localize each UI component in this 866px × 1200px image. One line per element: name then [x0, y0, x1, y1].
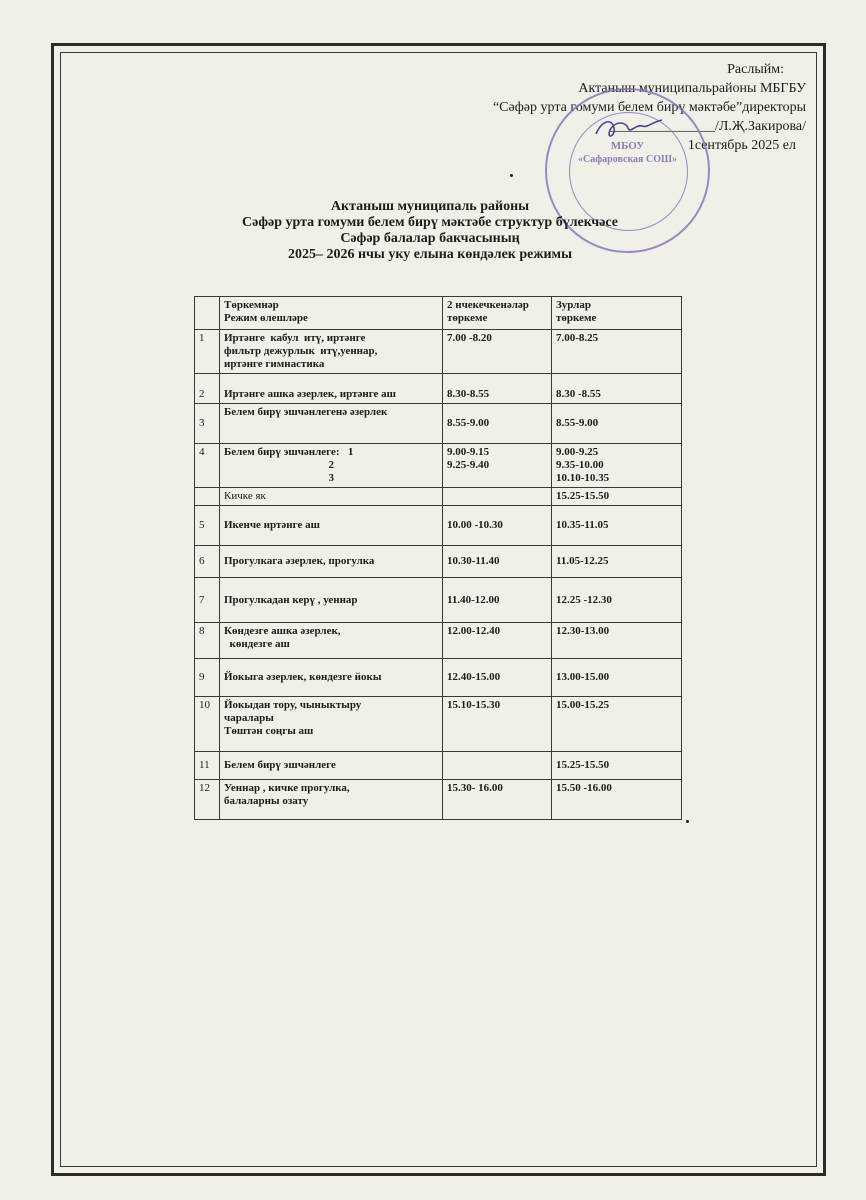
- table-header-row: [195, 297, 682, 330]
- table-row: [195, 623, 682, 659]
- row-num: 8: [195, 623, 220, 659]
- table-row: [195, 780, 682, 820]
- row-num: 4: [195, 444, 220, 488]
- row-group3-time: 10.35-11.05: [552, 506, 682, 546]
- title-schedule: 2025– 2026 нчы уку елына көндәлек режимы: [287, 247, 573, 262]
- table-row: [195, 506, 682, 546]
- table-row: [195, 659, 682, 697]
- row-activity: Уеннар , кичке прогулка, балаларны озату: [220, 780, 443, 820]
- table-row: [195, 578, 682, 623]
- table-row: [195, 752, 682, 780]
- header-group3: Зурлар төркеме: [552, 297, 682, 330]
- row-group2-time: 12.40-15.00: [443, 659, 552, 697]
- approval-director-title: “Сәфәр урта гомуми белем бирү мәктәбе”директоры: [492, 100, 806, 115]
- row-group2-time: 8.55-9.00: [443, 404, 552, 444]
- row-activity: Белем бирү эшчәнлегенә әзерлек: [220, 404, 443, 444]
- table-row: [195, 444, 682, 488]
- approval-heading: Раслыйм:: [727, 62, 784, 77]
- row-activity: Белем бирү эшчәнлеге: 1 2 3: [220, 444, 443, 488]
- row-activity: Иртәнге кабул итү, иртәнге фильтр дежурлык итү,уеннар, иртәнге гимнастика: [220, 330, 443, 374]
- row-num: 12: [195, 780, 220, 820]
- table-row: [195, 488, 682, 506]
- row-activity: Белем бирү эшчәнлеге: [220, 752, 443, 780]
- header-activity: Төркемнәр Режим өлешләре: [220, 297, 443, 330]
- title-school: Сәфәр урта гомуми белем бирү мәктәбе структур бүлекчәсе: [242, 215, 618, 230]
- row-group2-time: 9.00-9.15 9.25-9.40: [443, 444, 552, 488]
- row-num: 7: [195, 578, 220, 623]
- approval-date: 1сентябрь 2025 ел: [687, 138, 796, 153]
- table-row: [195, 330, 682, 374]
- speck: [686, 820, 689, 823]
- row-activity: Прогулкага әзерлек, прогулка: [220, 546, 443, 578]
- title-district: Актаныш муниципаль районы: [330, 199, 530, 214]
- row-group2-time: 8.30-8.55: [443, 374, 552, 404]
- row-group2-time: 12.00-12.40: [443, 623, 552, 659]
- row-activity: Йокыга әзерлек, көндезге йокы: [220, 659, 443, 697]
- row-num: 5: [195, 506, 220, 546]
- row-group3-time: 9.00-9.25 9.35-10.00 10.10-10.35: [552, 444, 682, 488]
- title-kindergarten: Сәфәр балалар бакчасының: [340, 231, 520, 246]
- row-num: [195, 488, 220, 506]
- row-num: 10: [195, 697, 220, 752]
- row-group2-time: 10.00 -10.30: [443, 506, 552, 546]
- daily-schedule-table: [194, 296, 682, 820]
- row-group2-time: 15.30- 16.00: [443, 780, 552, 820]
- row-group3-time: 8.55-9.00: [552, 404, 682, 444]
- row-num: 11: [195, 752, 220, 780]
- row-group3-time: 13.00-15.00: [552, 659, 682, 697]
- table-row: [195, 697, 682, 752]
- row-group3-time: 15.50 -16.00: [552, 780, 682, 820]
- row-num: 1: [195, 330, 220, 374]
- row-group2-time: 10.30-11.40: [443, 546, 552, 578]
- row-group3-time: 8.30 -8.55: [552, 374, 682, 404]
- seal-text-org: МБОУ: [610, 140, 645, 152]
- row-group3-time: 7.00-8.25: [552, 330, 682, 374]
- row-activity: Икенче иртәнге аш: [220, 506, 443, 546]
- row-group2-time: 7.00 -8.20: [443, 330, 552, 374]
- row-group3-time: 12.30-13.00: [552, 623, 682, 659]
- director-signature: [592, 114, 667, 144]
- row-activity: Прогулкадан керү , уеннар: [220, 578, 443, 623]
- row-group3-time: 15.25-15.50: [552, 752, 682, 780]
- approval-organization: Актаныш муниципальрайоны МБГБУ: [578, 81, 806, 96]
- row-activity: Кичке як: [220, 488, 443, 506]
- row-num: 2: [195, 374, 220, 404]
- row-num: 9: [195, 659, 220, 697]
- header-group2: 2 нчекечкенәләр төркеме: [443, 297, 552, 330]
- row-group3-time: 15.00-15.25: [552, 697, 682, 752]
- table-row: [195, 546, 682, 578]
- table-row: [195, 374, 682, 404]
- row-group2-time: [443, 488, 552, 506]
- seal-text-school: «Сафаровская СОШ»: [578, 154, 677, 165]
- row-num: 3: [195, 404, 220, 444]
- row-group2-time: 15.10-15.30: [443, 697, 552, 752]
- row-group3-time: 12.25 -12.30: [552, 578, 682, 623]
- row-activity: Йокыдан тору, чыныктыру чаралары Төштән соңгы аш: [220, 697, 443, 752]
- header-num-cell: [195, 297, 220, 330]
- row-group3-time: 15.25-15.50: [552, 488, 682, 506]
- row-activity: Көндезге ашка әзерлек, көндезге аш: [220, 623, 443, 659]
- approval-director-name: _______________/Л.Җ.Закирова/: [610, 119, 806, 134]
- row-group2-time: [443, 752, 552, 780]
- row-group3-time: 11.05-12.25: [552, 546, 682, 578]
- table-row: [195, 404, 682, 444]
- row-group2-time: 11.40-12.00: [443, 578, 552, 623]
- row-num: 6: [195, 546, 220, 578]
- speck: [510, 174, 513, 177]
- row-activity: Иртәнге ашка әзерлек, иртәнге аш: [220, 374, 443, 404]
